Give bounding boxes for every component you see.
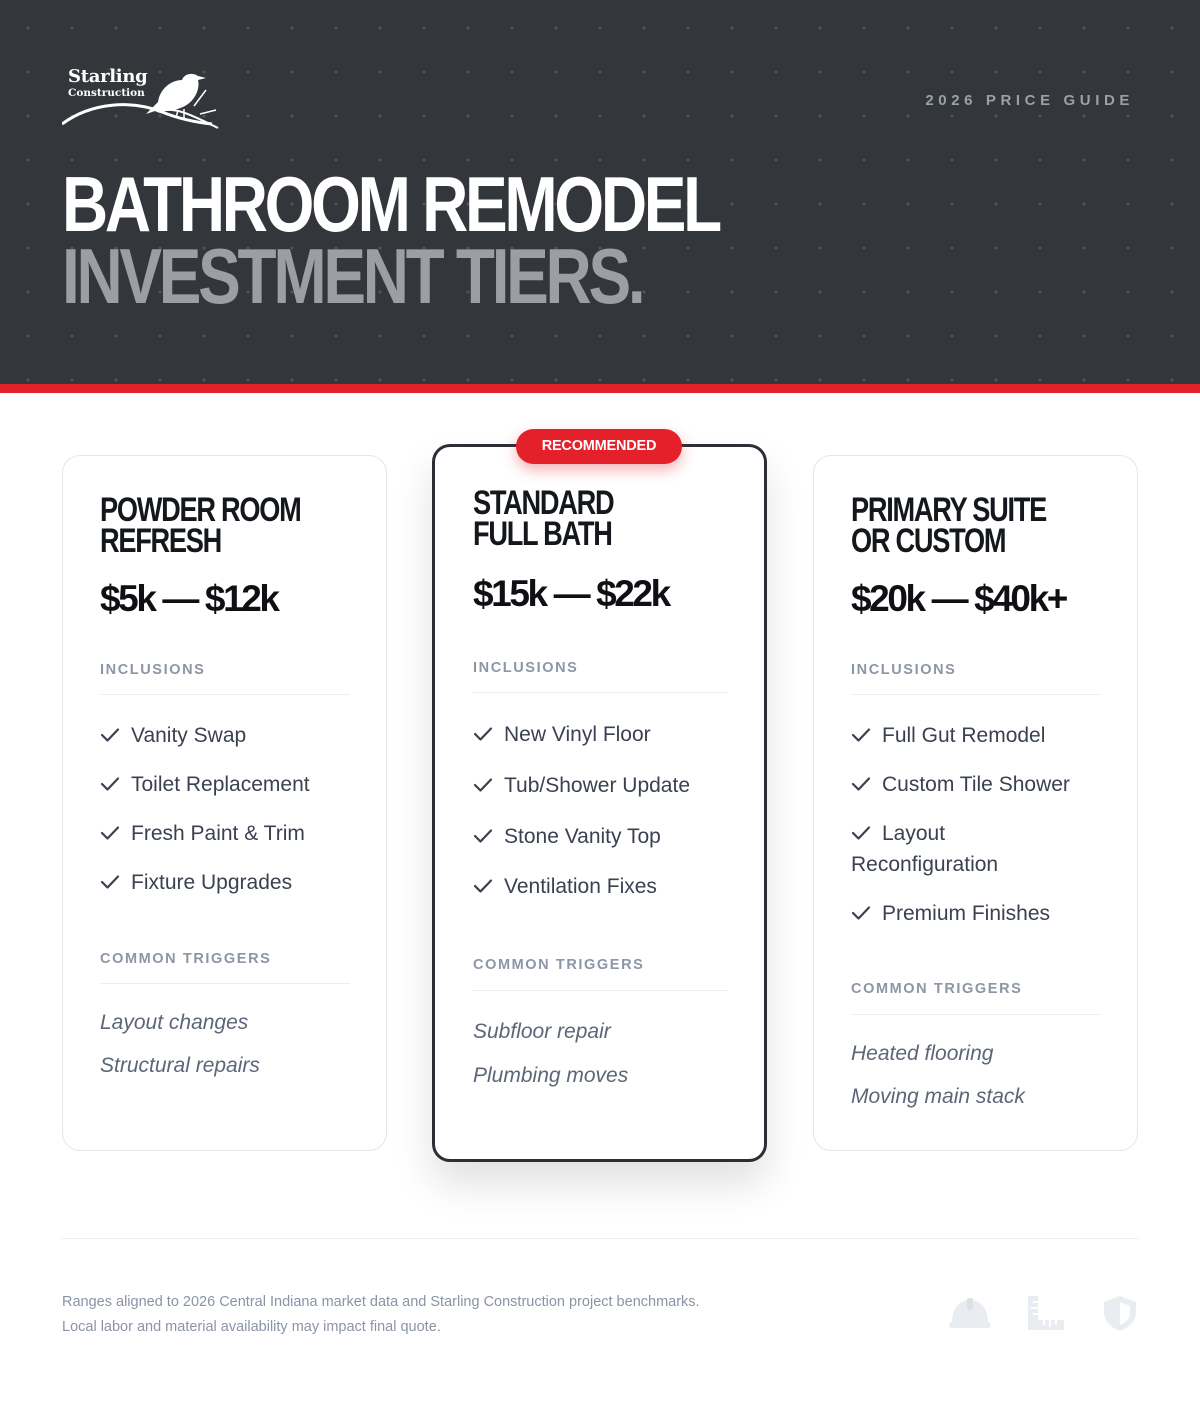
footer-divider xyxy=(62,1238,1138,1239)
inclusions-label: INCLUSIONS xyxy=(473,660,579,676)
section-divider xyxy=(473,990,727,991)
brand-name: Starling xyxy=(68,66,148,87)
hard-hat-icon xyxy=(948,1294,992,1332)
check-icon xyxy=(851,905,873,921)
inclusion-item: New Vinyl Floor xyxy=(473,719,733,750)
check-icon xyxy=(100,776,122,792)
tier-title xyxy=(100,491,301,560)
inclusion-item: Full Gut Remodel xyxy=(851,720,1101,751)
tier-title xyxy=(473,484,614,553)
triggers-label: COMMON TRIGGERS xyxy=(473,957,645,973)
check-icon xyxy=(100,874,122,890)
inclusion-item: Tub/Shower Update xyxy=(473,770,733,801)
triggers-label: COMMON TRIGGERS xyxy=(100,951,272,967)
inclusions-label: INCLUSIONS xyxy=(100,662,206,678)
ruler-icon xyxy=(1026,1294,1066,1332)
page-title-line2: INVESTMENT TIERS. xyxy=(62,232,643,320)
bird-icon xyxy=(62,66,222,132)
section-divider xyxy=(851,1014,1101,1015)
inclusion-item: Fresh Paint & Trim xyxy=(100,818,350,849)
tier-title xyxy=(851,491,1046,560)
inclusion-item: Stone Vanity Top xyxy=(473,821,733,852)
inclusion-item: Premium Finishes xyxy=(851,898,1101,929)
inclusions-label: INCLUSIONS xyxy=(851,662,957,678)
tier-title-line1: POWDER ROOM xyxy=(100,491,301,529)
tier-title-line2: OR CUSTOM xyxy=(851,522,1006,560)
inclusion-item: Custom Tile Shower xyxy=(851,769,1101,800)
tier-price: $5k — $12k xyxy=(100,578,278,619)
tier-title-line2: REFRESH xyxy=(100,522,222,560)
tier-price: $20k — $40k+ xyxy=(851,578,1066,619)
inclusion-item: Layout Reconfiguration xyxy=(851,822,999,876)
tier-title-line1: STANDARD xyxy=(473,484,614,522)
brand-subname: Construction xyxy=(68,87,145,99)
page-title-line1: BATHROOM REMODEL xyxy=(62,160,719,248)
tier-title-line1: PRIMARY SUITE xyxy=(851,491,1046,529)
check-icon xyxy=(473,777,495,793)
check-icon xyxy=(473,828,495,844)
footer-note: Ranges aligned to 2026 Central Indiana market data and Starling Construction project benchmarks. Local labor and material availability may impact final quote. xyxy=(62,1294,700,1335)
check-icon xyxy=(851,776,873,792)
accent-divider xyxy=(0,384,1200,393)
brand-logo xyxy=(62,66,222,130)
check-icon xyxy=(473,726,495,742)
recommended-badge: RECOMMENDED xyxy=(516,429,682,464)
price-guide-label: 2026 PRICE GUIDE xyxy=(925,92,1134,109)
check-icon xyxy=(100,825,122,841)
inclusion-item: Toilet Replacement xyxy=(100,769,350,800)
trigger-item: Layout changes xyxy=(100,1011,249,1034)
check-icon xyxy=(100,727,122,743)
inclusion-item: Ventilation Fixes xyxy=(473,871,733,902)
trigger-item: Heated flooring xyxy=(851,1042,994,1065)
section-divider xyxy=(100,694,350,695)
shield-icon xyxy=(1102,1294,1138,1332)
trigger-item: Moving main stack xyxy=(851,1085,1025,1108)
check-icon xyxy=(473,878,495,894)
section-divider xyxy=(100,983,350,984)
tier-price: $15k — $22k xyxy=(473,573,669,614)
inclusion-item: Fixture Upgrades xyxy=(100,867,350,898)
tier-title-line2: FULL BATH xyxy=(473,515,612,553)
inclusion-item: Vanity Swap xyxy=(100,720,350,751)
check-icon xyxy=(851,727,873,743)
trigger-item: Plumbing moves xyxy=(473,1064,629,1087)
trigger-item: Structural repairs xyxy=(100,1054,260,1077)
page-title xyxy=(62,160,719,320)
check-icon xyxy=(851,825,873,841)
triggers-label: COMMON TRIGGERS xyxy=(851,981,1023,997)
trigger-item: Subfloor repair xyxy=(473,1020,611,1043)
section-divider xyxy=(851,694,1101,695)
section-divider xyxy=(473,692,727,693)
